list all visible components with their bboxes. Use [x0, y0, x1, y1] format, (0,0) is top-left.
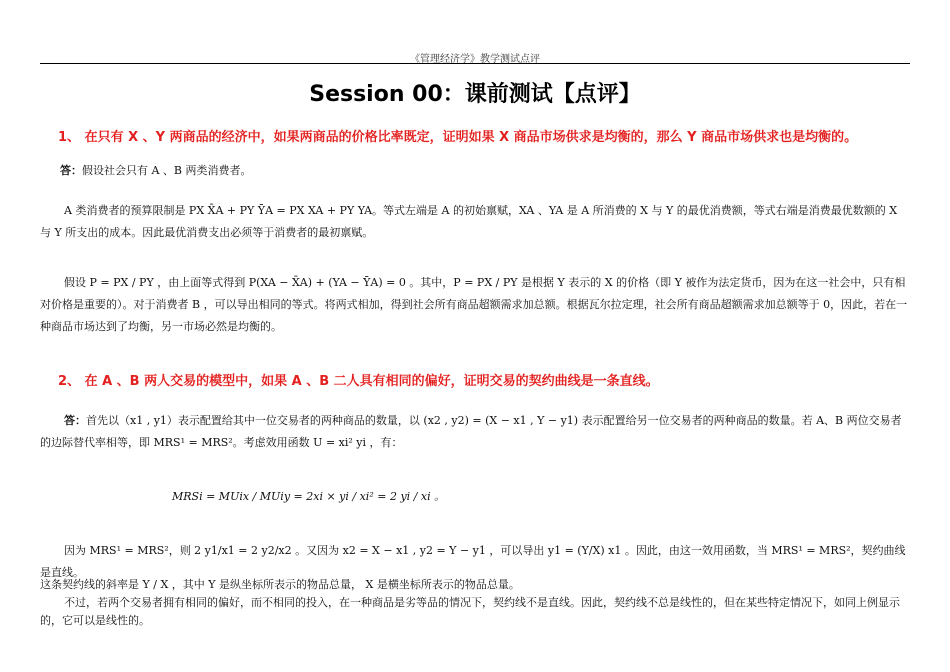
formula-mrs: MRSi = MUix / MUiy = 2xi × yi / xi² = 2 yi / xi 。 [172, 490, 446, 503]
answer-2-label: 答： [64, 414, 86, 427]
answer-2-intro [40, 410, 910, 454]
header-divider [40, 63, 910, 64]
answer-2-derivation: 因为 MRS¹ = MRS²，则 2 y1/x1 = 2 y2/x2 。又因为 x2 = X − x1 , y2 = Y − y1 ，可以导出 y1 = (Y/X) x1 。因此，由这一效用函数，当 MRS¹ = MRS²，契约曲线是直线。 [40, 544, 906, 579]
answer-2-slope: 这条契约线的斜率是 Y / X ，其中 Y 是纵坐标所表示的物品总量， X 是横坐标所表示的物品总量。 [40, 578, 520, 591]
question-1: 1、 在只有 X 、Y 两商品的经济中，如果两商品的价格比率既定，证明如果 X 商品市场供求是均衡的，那么 Y 商品市场供求也是均衡的。 [58, 130, 858, 145]
answer-1-proof: 假设 P = PX / PY ，由上面等式得到 P(XA − X̄A) + (YA − ȲA) = 0 。其中，P = PX / PY 是根据 Y 表示的 X 的价格（即 Y 被作为法定货币，因为在这一社会中，只有相对价格是重要的）。对于消费者 B ，可以导出相同的等式。将两式相加，得到社会所有商品超额需求加总额。根据瓦尔拉定理，社会所有商品超额需求加总额等于 0，因此，若在一种商品市场达到了均衡，另一市场必然是均衡的。 [40, 276, 908, 333]
running-header: 《管理经济学》教学测试点评 [410, 54, 540, 65]
answer-1-intro [60, 160, 910, 182]
answer-2-remark: 不过，若两个交易者拥有相同的偏好，而不相同的投入，在一种商品是劣等品的情况下，契约线不是直线。因此，契约线不总是线性的，但在某些特定情况下，如同上例显示的，它可以是线性的。 [40, 596, 900, 627]
page-title: Session 00：课前测试【点评】 [309, 82, 641, 107]
question-2: 2、 在 A 、B 两人交易的模型中，如果 A 、B 二人具有相同的偏好，证明交易的契约曲线是一条直线。 [58, 374, 659, 389]
answer-1-label: 答： [60, 164, 82, 177]
answer-1-budget: A 类消费者的预算限制是 PX X̄A + PY ȲA = PX XA + PY YA。等式左端是 A 的初始禀赋，XA 、YA 是 A 所消费的 X 与 Y 的最优消费额，等式右端是消费最优数额的 X 与 Y 所支出的成本。因此最优消费支出必须等于消费者的最初禀赋。 [40, 204, 898, 239]
answer-2-line1: 首先以（x1 , y1）表示配置给其中一位交易者的两种商品的数量，以 (x2 , y2) = (X − x1 , Y − y1) 表示配置给另一位交易者的两种商品的数量。若 A、B 两位交易者的边际替代率相等，即 MRS¹ = MRS²。考虑效用函数 U = xi² yi ，有： [40, 414, 902, 449]
answer-1-line1: 假设社会只有 A 、B 两类消费者。 [82, 164, 252, 177]
